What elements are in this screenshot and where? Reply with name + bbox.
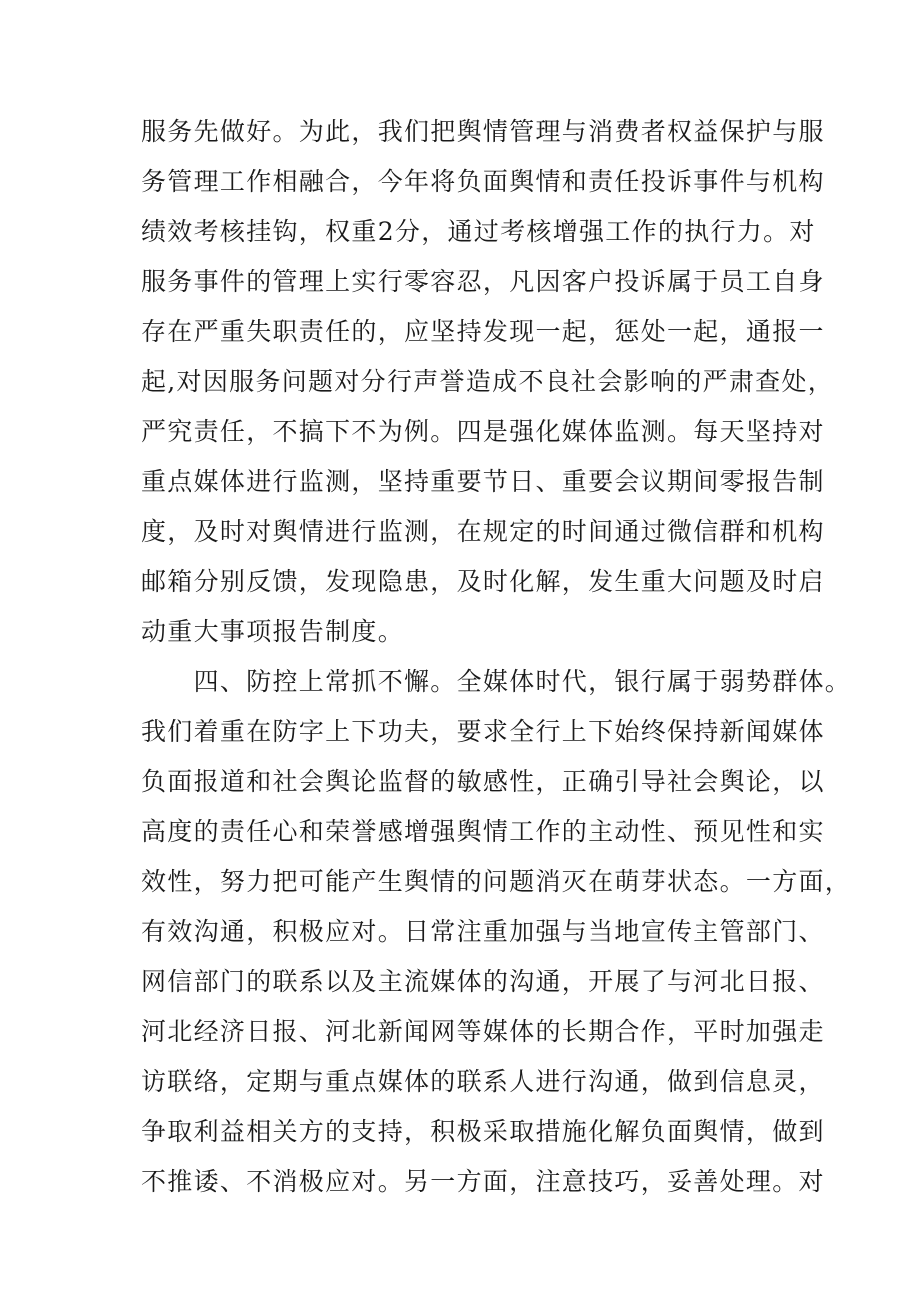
text-line: 我们着重在防字上下功夫，要求全行上下始终保持新闻媒体 xyxy=(141,717,825,746)
text-line: 动重大事项报告制度。 xyxy=(141,617,405,646)
text-line: 度，及时对舆情进行监测，在规定的时间通过微信群和机构 xyxy=(141,517,825,546)
text-line: 存在严重失职责任的，应坚持发现一起，惩处一起，通报一 xyxy=(141,317,825,346)
paragraph-start-line: 四、防控上常抓不懈。全媒体时代，银行属于弱势群体。 xyxy=(141,667,852,696)
text-line: 务管理工作相融合，今年将负面舆情和责任投诉事件与机构 xyxy=(141,167,825,196)
text-line: 服务事件的管理上实行零容忍，凡因客户投诉属于员工自身 xyxy=(141,267,825,296)
text-line: 邮箱分别反馈，发现隐患，及时化解，发生重大问题及时启 xyxy=(141,567,825,596)
text-line: 起,对因服务问题对分行声誉造成不良社会影响的严肃查处， xyxy=(141,367,835,396)
body-text xyxy=(141,114,852,1214)
text-line: 负面报道和社会舆论监督的敏感性，正确引导社会舆论，以 xyxy=(141,767,825,796)
text-line: 服务先做好。为此，我们把舆情管理与消费者权益保护与服 xyxy=(141,117,825,146)
text-line: 不推诿、不消极应对。另一方面，注意技巧，妥善处理。对 xyxy=(141,1167,825,1196)
text-line: 重点媒体进行监测，坚持重要节日、重要会议期间零报告制 xyxy=(141,467,825,496)
text-line: 严究责任，不搞下不为例。四是强化媒体监测。每天坚持对 xyxy=(141,417,825,446)
text-line: 网信部门的联系以及主流媒体的沟通，开展了与河北日报、 xyxy=(141,967,825,996)
text-line: 河北经济日报、河北新闻网等媒体的长期合作，平时加强走 xyxy=(141,1017,825,1046)
text-line: 访联络，定期与重点媒体的联系人进行沟通，做到信息灵， xyxy=(141,1067,825,1096)
text-line: 高度的责任心和荣誉感增强舆情工作的主动性、预见性和实 xyxy=(141,817,825,846)
text-line: 有效沟通，积极应对。日常注重加强与当地宣传主管部门、 xyxy=(141,917,825,946)
text-line: 效性，努力把可能产生舆情的问题消灭在萌芽状态。一方面， xyxy=(141,867,852,896)
text-line: 绩效考核挂钩，权重2分，通过考核增强工作的执行力。对 xyxy=(141,217,816,246)
text-line: 争取利益相关方的支持，积极采取措施化解负面舆情，做到 xyxy=(141,1117,825,1146)
